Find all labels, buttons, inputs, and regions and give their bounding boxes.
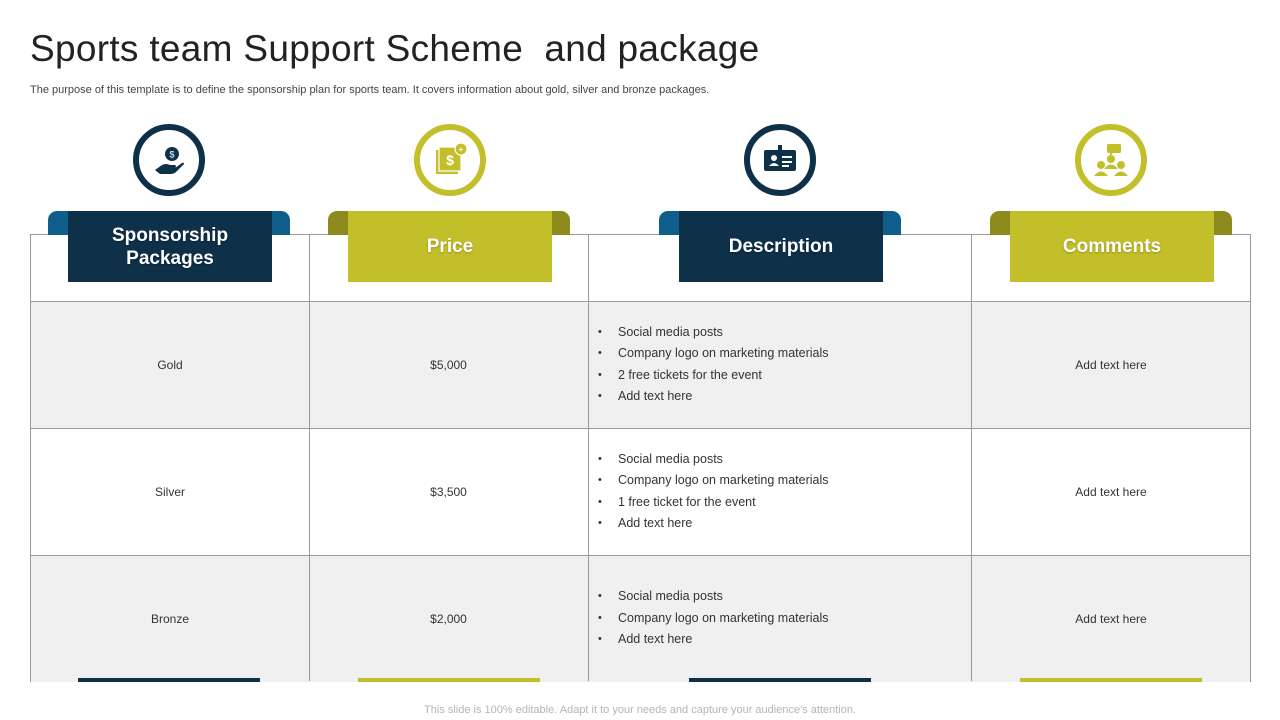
list-item: • Company logo on marketing materials bbox=[598, 343, 829, 365]
list-item: • Company logo on marketing materials bbox=[598, 608, 829, 630]
group-chat-icon bbox=[1075, 124, 1147, 196]
list-item: • Social media posts bbox=[598, 586, 829, 608]
column-header-label: Comments bbox=[1010, 211, 1214, 282]
comment-cell: Add text here bbox=[1075, 611, 1147, 626]
column-header-label: Sponsorship Packages bbox=[68, 211, 272, 282]
list-item: • 2 free tickets for the event bbox=[598, 365, 829, 387]
id-card-icon bbox=[744, 124, 816, 196]
package-name-cell: Bronze bbox=[150, 611, 190, 626]
column-accent-bar bbox=[689, 678, 871, 682]
sponsorship-table bbox=[30, 234, 1251, 682]
list-item: • Social media posts bbox=[598, 449, 829, 471]
package-name-cell: Silver bbox=[154, 484, 185, 499]
price-tag-icon bbox=[414, 124, 486, 196]
column-accent-bar bbox=[358, 678, 540, 682]
column-header-price bbox=[328, 211, 570, 282]
price-cell: $5,000 bbox=[430, 357, 467, 372]
slide-footer: This slide is 100% editable. Adapt it to your needs and capture your audience's attention. bbox=[424, 704, 856, 716]
slide-title: Sports team Support Scheme and package bbox=[30, 28, 760, 69]
list-item: • Add text here bbox=[598, 513, 829, 535]
price-cell: $2,000 bbox=[430, 611, 467, 626]
description-list bbox=[598, 322, 829, 408]
package-name-cell: Gold bbox=[157, 357, 183, 372]
money-hand-icon bbox=[133, 124, 205, 196]
column-header-description bbox=[659, 211, 901, 282]
column-accent-bar bbox=[78, 678, 260, 682]
column-header-packages bbox=[48, 211, 290, 282]
price-cell: $3,500 bbox=[430, 484, 467, 499]
column-accent-bar bbox=[1020, 678, 1202, 682]
list-item: • Company logo on marketing materials bbox=[598, 470, 829, 492]
column-divider bbox=[588, 235, 589, 681]
description-cell bbox=[598, 555, 971, 682]
svg-text:$: $ bbox=[169, 149, 175, 160]
comment-cell: Add text here bbox=[1075, 484, 1147, 499]
list-item: • Add text here bbox=[598, 386, 829, 408]
description-list bbox=[598, 586, 829, 651]
column-header-label: Price bbox=[348, 211, 552, 282]
list-item: • 1 free ticket for the event bbox=[598, 492, 829, 514]
comment-cell: Add text here bbox=[1075, 357, 1147, 372]
list-item: • Social media posts bbox=[598, 322, 829, 344]
column-header-label: Description bbox=[679, 211, 883, 282]
list-item: • Add text here bbox=[598, 629, 829, 651]
description-list bbox=[598, 449, 829, 535]
svg-text:$: $ bbox=[446, 152, 454, 168]
slide-subtitle: The purpose of this template is to define the sponsorship plan for sports team. It covers information about gold, silver and bronze packages. bbox=[30, 84, 710, 96]
description-cell bbox=[598, 428, 971, 555]
svg-text:+: + bbox=[458, 145, 464, 154]
column-header-comments bbox=[990, 211, 1232, 282]
description-cell bbox=[598, 301, 971, 428]
